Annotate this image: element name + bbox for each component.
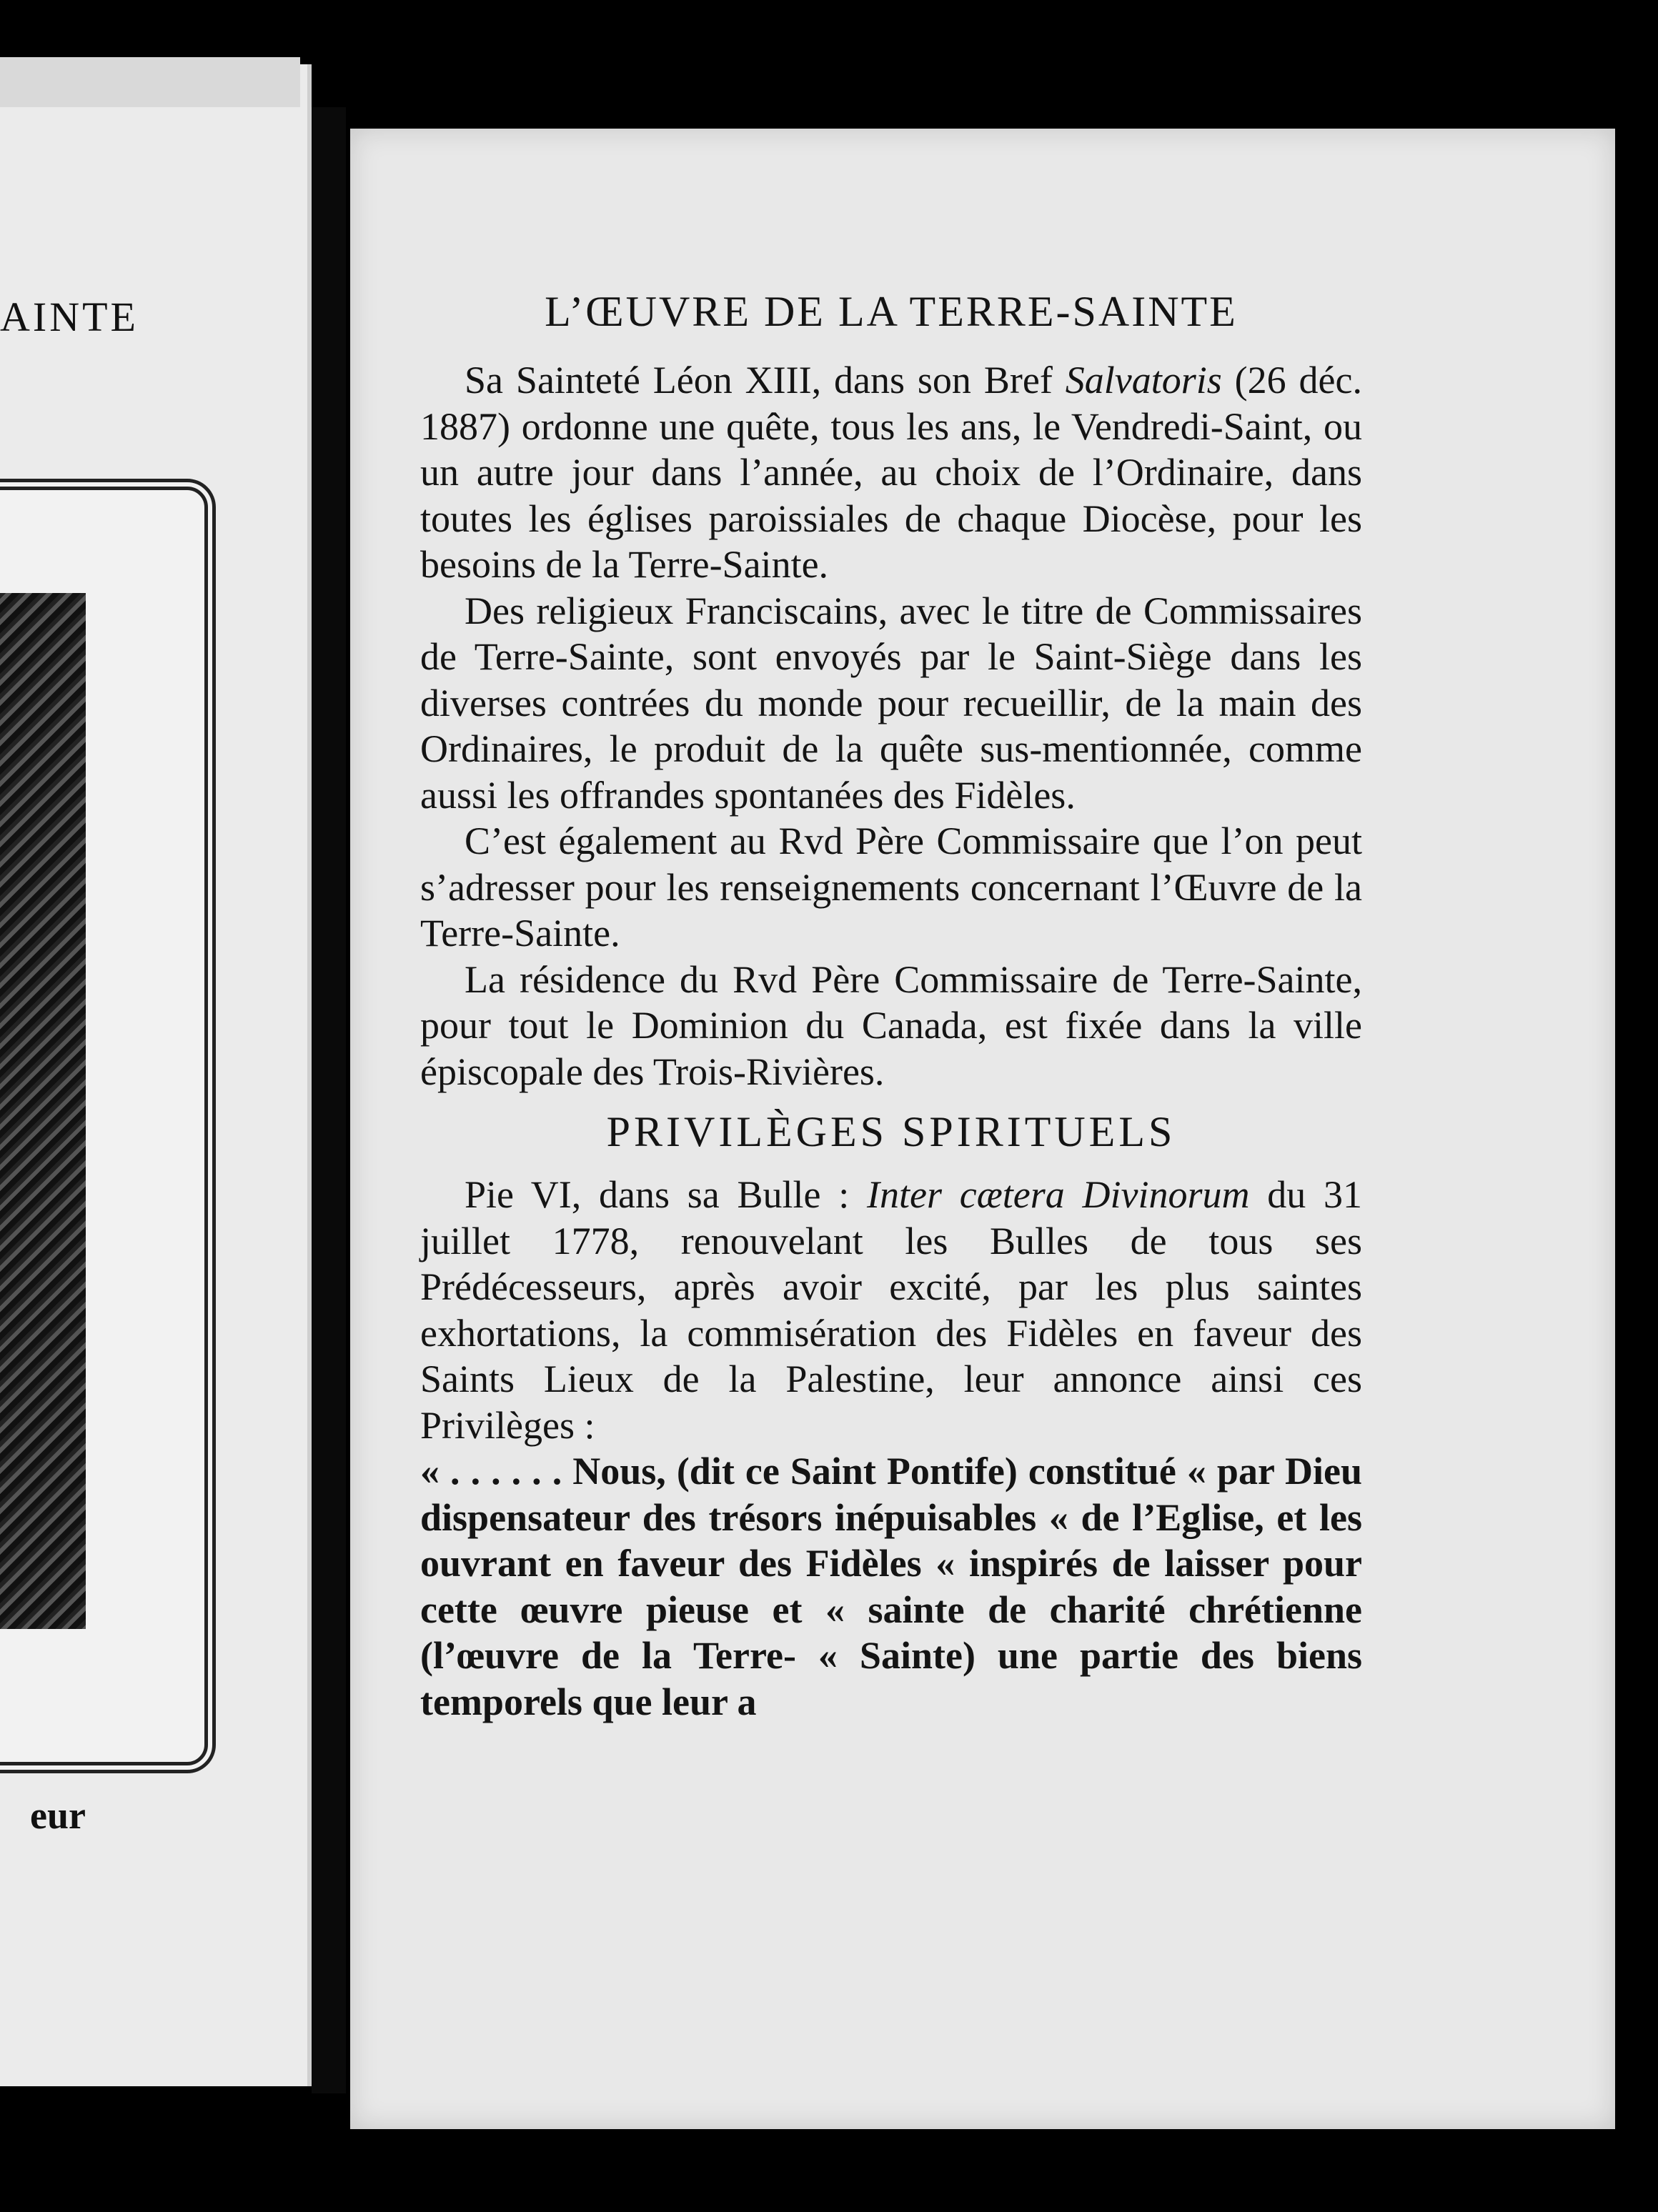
- paragraph-1-text-a: Sa Sainteté Léon XIII, dans son Bref: [465, 359, 1066, 402]
- paragraph-5-text-a: Pie VI, dans sa Bulle :: [465, 1173, 868, 1216]
- left-page-engraving-image: [0, 593, 86, 1629]
- page-title: L’ŒUVRE DE LA TERRE-SAINTE: [545, 288, 1238, 335]
- paragraph-2: Des religieux Franciscains, avec le titre de Commissaires de Terre-Sainte, sont envoyés par le Saint-Siège dans les diverses contrées du monde pour recueillir, de la main des Ordinaires, le produit de la quête sus-mentionnée, comme aussi les offrandes spontanées des Fidèles.: [420, 589, 1362, 817]
- left-page-heading-fragment: AINTE: [0, 294, 139, 340]
- paragraph-5-italic-title: Inter cætera Divinorum: [867, 1173, 1250, 1216]
- left-page-top-edge: [0, 57, 300, 107]
- page-content: [420, 286, 1362, 1725]
- paragraph-5: [420, 1172, 1362, 1448]
- paragraph-1: [420, 357, 1362, 588]
- left-page-caption-fragment: eur: [30, 1794, 86, 1837]
- paragraph-4: La résidence du Rvd Père Commissaire de Terre-Sainte, pour tout le Dominion du Canada, est fixée dans la ville épiscopale des Trois-Rivières.: [420, 957, 1362, 1093]
- quotation-block: « . . . . . . Nous, (dit ce Saint Pontife) constitué « par Dieu dispensateur des trésors inépuisables « de l’Eglise, et les ouvrant en faveur des Fidèles « inspirés de laisser pour cette œuvre pieuse et « sainte de charité chrétienne (l’œuvre de la Terre- « Sainte) une partie des biens temporels que leur a: [420, 1450, 1362, 1723]
- section-subtitle: PRIVILÈGES SPIRITUELS: [606, 1108, 1176, 1155]
- main-page: [350, 129, 1615, 2129]
- book-binding-gutter: [312, 107, 346, 2093]
- left-facing-page: [0, 64, 312, 2086]
- paragraph-5-text-b: du 31 juillet 1778, renouvelant les Bulles de tous ses Prédécesseurs, après avoir excité, par les plus saintes exhortations, la commisération des Fidèles en faveur des Saints Lieux de la Palestine, leur annonce ainsi ces Privilèges :: [420, 1173, 1363, 1447]
- paragraph-1-text-b: (26 déc. 1887) ordonne une quête, tous les ans, le Vendredi-Saint, ou un autre jour dans l’année, au choix de l’Ordinaire, dans toutes les églises paroissiales de chaque Diocèse, pour les besoins de la Terre-Sainte.: [420, 359, 1362, 586]
- paragraph-3: C’est également au Rvd Père Commissaire que l’on peut s’adresser pour les renseignements concernant l’Œuvre de la Terre-Sainte.: [420, 819, 1362, 955]
- paragraph-1-italic-title: Salvatoris: [1065, 359, 1222, 402]
